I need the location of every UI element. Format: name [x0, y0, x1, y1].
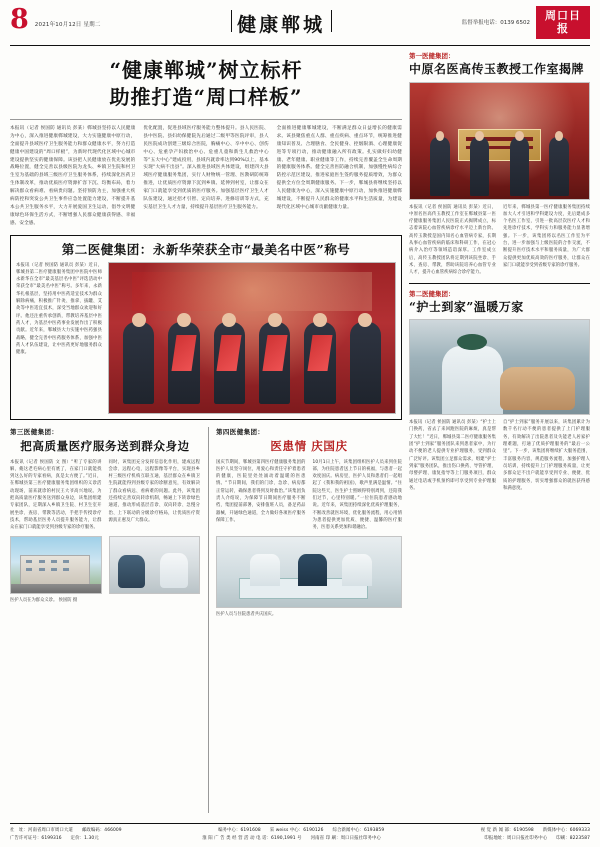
footer-row-1: [10, 827, 590, 835]
newspaper-logo: 周口日报: [536, 6, 590, 39]
lower-sections: [10, 427, 402, 813]
person-figure: [430, 137, 450, 196]
hospital-building-photo: [10, 536, 102, 594]
lead-article-columns: [10, 119, 402, 228]
feature-body: [16, 262, 396, 414]
stage-banner: [132, 272, 372, 311]
patient-figure: [500, 367, 575, 410]
page-footer: [10, 823, 590, 843]
window: [39, 560, 45, 563]
window: [63, 560, 69, 563]
right-top-columns: [409, 204, 590, 277]
section-left-kicker: 第三医健集团：: [10, 427, 59, 436]
footer-row-2: [10, 835, 590, 843]
section-left-col-2: 同时，该集团充分发挥信息化作用，建成远程会诊、远程心电、远程影像等平台，实现县乡村三级医疗机构互联互通，基层群众在乡镇卫生院就能得到县级专家的诊断意见，有效解决了群众看病远、看病难的问题。此外，该集团还持续完善双向转诊机制，畅通上下转诊绿色通道，推动形成基层首诊、双向转诊、急慢分治、上下联动的分级诊疗格局，让优质医疗资源真正惠及广大群众。: [108, 459, 200, 523]
footer-desks: 编务中心：6191608 采 weiss 中心：6190126 综合新闻中心：6193859: [218, 828, 385, 834]
person-figure: [304, 322, 335, 404]
section-third-group: [10, 427, 200, 813]
section-left-photos: [10, 536, 200, 594]
section-mid-caption: 医护人员与住院患者共庆国庆。: [216, 612, 277, 618]
feature-headline: [16, 240, 396, 262]
footer-ad-phone: 淮 阳 广 告 类 经 营 活 动 电 话：6190,1991 号 河南省 印 刷：周口日报社印务中心: [202, 836, 382, 842]
right-top-kicker: 第一医健集团：: [409, 52, 455, 60]
lead-col-2: 优化配置，促进县域医疗服务能力整体提升。县人民医院、县中医院、县妇幼保健院先后通过二级甲等医院评审，县人民医院成功创建三级综合医院，胸痛中心、卒中中心、创伤中心、危重孕产妇救治中心、危重儿童和新生儿救治中心等“五大中心”建成投用，县域内就诊率达到90%以上，基本实现“大病不出县”。深入推进县域医共体建设，组建四大县域医疗健康服务集团，实行人财物统一管理、医教研防统筹推进，让优质医疗资源下沉到乡镇、延伸到村室，让群众在家门口就能享受到优质的医疗服务。加强基层医疗卫生人才队伍建设，通过招才引智、定向培养、进修培训等方式，充实基层卫生人才力量，持续提升基层医疗卫生服务能力。: [143, 126, 269, 210]
window: [26, 560, 32, 563]
right-top-col-1: 本报讯（记者 侯国防 通讯员 彭某）近日，中原名医高传玉教授工作室在郸城县第一医疗健康服务集团人民医院正式揭牌成立，标志着该院心血管疾病诊疗水平迈上新台阶。高传玉教授是国内知名心血管病专家，长期从事心血管疾病的临床和科研工作，在冠心病介入治疗等领域造诣深厚。工作室成立后，高传玉教授团队将定期到该院坐诊、手术、查房、带教，帮助该院培养心血管专业人才，提升心血管疾病综合诊疗能力。: [409, 204, 496, 276]
section-left-col-1: 本报讯（记者 侯国防 文 图）“听了专家的讲解，俺这老毛病心里有底了，在家门口就能找到这么好的专家看病，真是太方便了。”近日，在郸城县第三医疗健康服务集团组织的义诊活动现场，前来就诊的村民王大爷高兴地说。为把高质量医疗服务送到群众身边，该集团组建专家团队，定期深入乡镇卫生院、村卫生室开展坐诊、查房、带教等活动，手把手传授诊疗技术，帮助基层医务人员提升服务能力，让群众在家门口就能享受到县级专家的诊疗服务。: [10, 459, 102, 531]
masthead-supervisor: 监督举报电话：0139 6502: [461, 20, 530, 26]
nurse-home-care-photo: [409, 319, 590, 415]
person-figure: [549, 137, 569, 196]
ceremony-attendees: [410, 129, 589, 196]
right-bottom-article: [409, 289, 590, 493]
section-left-columns: [10, 459, 200, 532]
section-left-title: 把高质量医疗服务送到群众身边: [20, 438, 190, 453]
masthead-rule-right: [331, 10, 332, 32]
footer-visual-desk: 视 觉 新 闻 部：6190598 新媒体中心：6069333: [480, 828, 590, 834]
person-figure: [168, 322, 199, 404]
lead-headline: [10, 51, 402, 119]
section-mid-kicker: 第四医健集团：: [216, 427, 265, 436]
headline-line-1: “健康郸城”树立标杆: [109, 58, 303, 82]
right-bottom-columns: [409, 419, 590, 492]
medical-staff-figure: [250, 554, 279, 586]
masthead-section-title: 健康郸城: [237, 14, 326, 36]
plaque-unveiling-photo: [409, 82, 590, 200]
date-line: 2021年10月12日 星期二: [34, 22, 101, 28]
lead-col-1: 本报讯（记者 侯国防 通讯员 彭某）郸城县坚持以人民健康为中心，深入推进健康郸城建设，大力实施健康中原行动，全面提升县域医疗卫生服务能力和群众健康水平，努力打造健康中国建设的“周口样板”，为新时代现代化区域中心城市建设提供坚实的健康保障。该县把人民健康放在优先发展的战略位置，健全完善以县级医院为龙头、乡镇卫生院和村卫生室为基础的县域三级医疗卫生服务体系，持续深化医药卫生体制改革，推动优质医疗资源扩容下沉、均衡布局，着力解决群众看病难、看病贵问题。坚持预防为主，加强重大疾病防控和突发公共卫生事件应急处置能力建设，不断提升基本公共卫生服务水平，大力开展爱国卫生运动，倡导文明健康绿色环保生活方式，不断增强人民群众健康获得感、幸福感、安全感。: [10, 126, 136, 226]
section-left-caption: 医护人员在为群众义诊。 侯国防 摄: [10, 598, 78, 604]
section-mid-col-2: 10月1日上午，该集团组织医护人员来到住院部，为住院患者送上节日的祝福，与患者一起欢度国庆。病房里，医护人员和患者们一起唱起了《我和我的祖国》，歌声里满是温情。“住院这些天，医生护士照顾得特别周到，还陪我们过节，心里特别暖。”一位住院患者感动地说。近年来，该集团持续深化优质护理服务，不断改善就医环境，优化服务流程，用心用情为患者提供更加优质、便捷、温馨的医疗服务，医患关系更加和谐融洽。: [312, 459, 402, 531]
footer-license: 广告许可证号：6199316 定价：1.30元: [10, 836, 99, 842]
section-mid-columns: [216, 459, 402, 532]
window: [51, 560, 57, 563]
right-column-divider: [409, 283, 590, 284]
section-mid-title: 医患情 庆国庆: [270, 438, 348, 453]
person-figure: [214, 322, 245, 404]
section-fourth-group: [208, 427, 402, 813]
medical-staff-figure: [298, 554, 327, 586]
building-shape: [20, 555, 90, 584]
feature-article: [10, 235, 402, 420]
nurse-figure: [442, 346, 503, 414]
nurse-figure: [160, 553, 189, 588]
headline-line-2: 助推打造“周口样板”: [109, 85, 303, 109]
award-ceremony-photo: [108, 262, 396, 414]
person-figure: [259, 322, 290, 404]
window: [26, 568, 32, 571]
right-bottom-col-1: 本报讯（记者 侯国防 通讯员 彭某）“护士上门换药，省去了来回跑医院的麻烦，真是帮了大忙！”近日，郸城县第二医疗健康服务集团“护士到家”服务团队来到患者家中，为行动不便的老人提供专业护理服务，受到群众广泛好评。该集团立足群众需求，组建“护士到家”服务团队，推出伤口换药、导管护理、母婴护理、康复指导等上门服务项目，群众通过电话或手机预约即可享受到专业护理服务。: [409, 420, 496, 491]
road: [11, 584, 101, 594]
patient-figure: [118, 555, 145, 587]
home-visit-photo: [109, 536, 201, 594]
award-recipients: [109, 311, 395, 404]
page-number: 8: [10, 4, 29, 35]
window: [51, 568, 57, 571]
ward-celebration-photo: [216, 536, 402, 608]
window: [39, 568, 45, 571]
medical-staff-figure: [342, 554, 371, 586]
lead-col-3: 全面推进健康郸城建设，不断满足群众日益增长的健康需求。该县聚焦重点人群、重点疾病、重点环节，统筹推进健康知识普及、合理膳食、全民健身、控烟限酒、心理健康促进等专项行动，推动健康融入所有政策。扎实做好妇幼健康、老年健康、职业健康等工作，持续完善覆盖全生命周期的健康服务体系。健全完善医防融合机制，加强慢性病综合防控示范区建设，推进家庭医生签约服务提质增效，为群众提供全方位全周期健康服务。下一步，郸城县将继续坚持以人民健康为中心，深入实施健康中原行动，加快推进健康郸城建设，不断提升人民群众的健康水平和生活质量，为建设现代化区域中心城市贡献健康力量。: [276, 126, 402, 210]
feature-kicker: 第二医健集团：: [61, 241, 153, 257]
feature-title: 永新华荣获全市“最美名中医”称号: [152, 241, 351, 257]
person-figure: [470, 137, 490, 196]
masthead-rule-left: [231, 10, 232, 32]
right-column: [409, 51, 590, 813]
masthead-center: [101, 6, 462, 37]
main-column: [10, 51, 402, 813]
masthead-date: [35, 6, 101, 28]
person-figure: [350, 322, 381, 404]
right-top-col-2: 近年来，郸城县第一医疗健康服务集团持续加大人才引进和学科建设力度，先后建成多个名医工作室，引进一批高层次医疗人才和先进诊疗技术，学科实力和服务能力显著增强。下一步，该集团将以名医工作室为平台，进一步加强与上级医院的合作交流，不断提升医疗技术水平和服务质量，为广大群众提供更加优质高效的医疗服务，让群众在家门口就能享受到省级专家的诊疗服务。: [503, 204, 590, 268]
footer-address: 社 址：河南省周口市周口大道 邮政编码：466009: [10, 828, 122, 834]
window: [63, 568, 69, 571]
footer-printing: 印报地址：周口日报社印务中心 印刷：8223587: [484, 836, 590, 842]
feature-text: 本报讯（记者 侯国防 通讯员 彭某）近日，郸城县第二医疗健康服务集团中医院中医师永新华在全市“最美基层名中医”评选活动中荣获全市“最美名中医”称号。多年来，永新华扎根基层，坚持用中医药适宜技术为群众解除病痛，积极推广针灸、推拿、拔罐、艾灸等中医适宜技术，深受当地群众欢迎和好评。他还注重传承创新，带教培养基层中医药人才，为基层中医药事业发展作出了积极贡献。近年来，郸城县大力实施中医药强县战略，健全完善中医药服务体系，加强中医药人才队伍建设，让中医药更好地服务群众健康。: [16, 262, 102, 356]
page-content: [10, 51, 590, 813]
masthead: [10, 6, 590, 46]
right-bottom-col-2: 自“护士到家”服务开展以来，该集团累计为数千名行动不便的患者提供了上门护理服务，有效解决了出院患者及失能老人居家护理难题，打通了优质护理服务的“最后一公里”。下一步，该集团将继续扩大服务范围，丰富服务内容，规范服务流程，加强护理人员培训，持续提升上门护理服务质量，让更多群众足不出户就能享受到专业、便捷、优质的护理服务，切实增强群众的就医获得感和满意度。: [503, 420, 590, 491]
section-mid-col-1: 国庆节期间，郸城县第四医疗健康服务集团的医护人员坚守岗位，用爱心和责任守护着患者的健康，医院里处处涌动着温暖的医患情。“节日期间，我们的门诊、急诊、病房都正常运转，确保患者得到及时救治。”该集团负责人介绍说，为保障节日期间医疗服务不断档，集团提前部署，安排值班人员，备足药品器械，开通绿色通道，全力做好各项医疗服务保障工作。: [216, 459, 306, 523]
person-figure: [510, 137, 530, 196]
person-figure: [123, 322, 154, 404]
right-bottom-title: “护士到家”温暖万家: [409, 299, 524, 314]
right-bottom-kicker: 第二医健集团：: [409, 289, 455, 298]
right-top-title: 中原名医高传玉教授工作室揭牌: [409, 62, 585, 76]
right-top-article: [409, 51, 590, 277]
